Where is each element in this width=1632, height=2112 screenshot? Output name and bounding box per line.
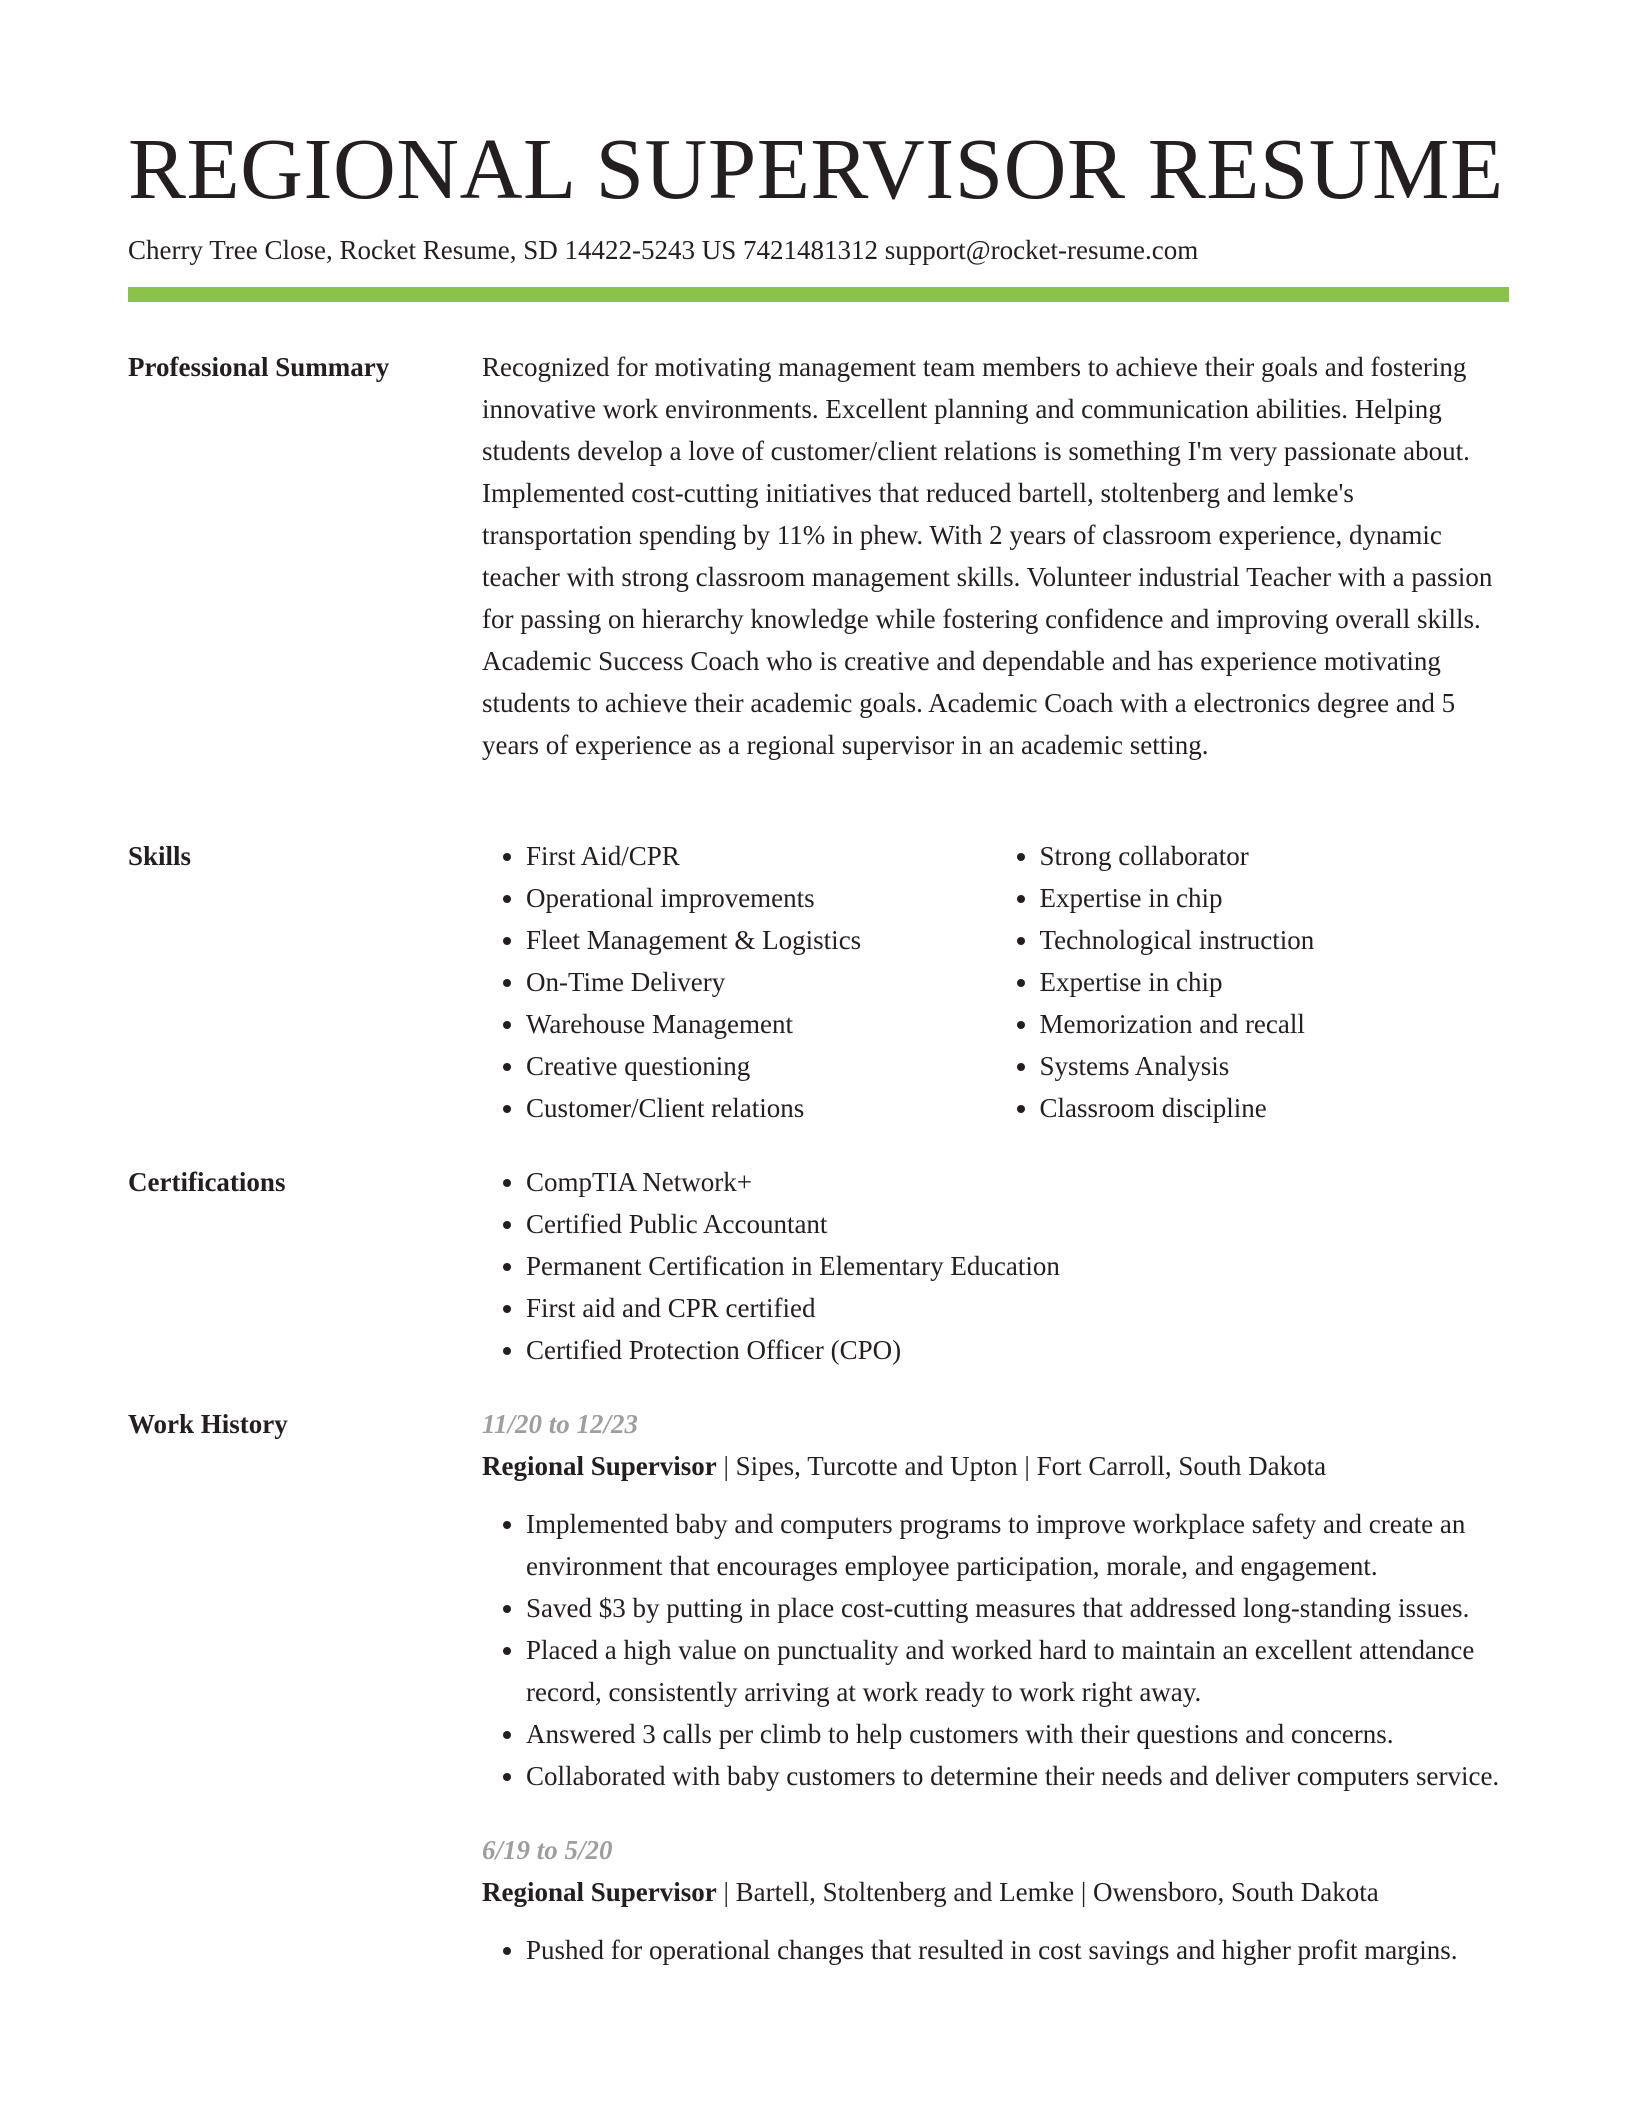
job-bullets: [482, 1503, 1509, 1797]
summary-body: [482, 346, 1509, 766]
job-heading: [482, 1445, 1509, 1487]
list-item: • Technological instruction: [1040, 919, 1510, 961]
list-item: • Certified Public Accountant: [526, 1203, 1509, 1245]
skills-body: [482, 835, 1509, 1129]
list-item: • On-Time Delivery: [526, 961, 996, 1003]
contact-phone: 7421481312: [742, 235, 878, 265]
job-entry: [482, 1829, 1509, 1971]
skills-list-right: [996, 835, 1510, 1129]
list-item: • Warehouse Management: [526, 1003, 996, 1045]
contact-line: [128, 232, 1198, 268]
list-item: • Fleet Management & Logistics: [526, 919, 996, 961]
list-item: • Certified Protection Officer (CPO): [526, 1329, 1509, 1371]
list-item: • First Aid/CPR: [526, 835, 996, 877]
section-title-certifications: Certifications: [128, 1167, 286, 1197]
skills-list-left: [482, 835, 996, 1129]
job-bullets: [482, 1929, 1509, 1971]
list-item: • CompTIA Network+: [526, 1161, 1509, 1203]
list-item: • Creative questioning: [526, 1045, 996, 1087]
list-item: • Customer/Client relations: [526, 1087, 996, 1129]
list-item: • Answered 3 calls per climb to help customers with their questions and concerns.: [526, 1713, 1509, 1755]
certifications-list: [482, 1161, 1509, 1371]
list-item: • First aid and CPR certified: [526, 1287, 1509, 1329]
list-item: • Operational improvements: [526, 877, 996, 919]
job-title: Regional Supervisor: [482, 1877, 717, 1907]
job-entry: [482, 1403, 1509, 1797]
certifications-body: [482, 1161, 1509, 1371]
list-item: • Classroom discipline: [1040, 1087, 1510, 1129]
list-item: • Pushed for operational changes that resulted in cost savings and higher profit margins.: [526, 1929, 1509, 1971]
list-item: • Expertise in chip: [1040, 961, 1510, 1003]
list-item: • Memorization and recall: [1040, 1003, 1510, 1045]
job-heading: [482, 1871, 1509, 1913]
contact-address: Cherry Tree Close, Rocket Resume, SD 14422-5243 US: [128, 235, 737, 265]
list-item: • Collaborated with baby customers to determine their needs and deliver computers service.: [526, 1755, 1509, 1797]
section-title-summary: Professional Summary: [128, 352, 390, 382]
resume-title: REGIONAL SUPERVISOR RESUME: [128, 120, 1504, 217]
list-item: • Permanent Certification in Elementary Education: [526, 1245, 1509, 1287]
summary-text: Recognized for motivating management team members to achieve their goals and fostering innovative work environments. Excellent planning and communication abilities. Helping students develop a love of customer/client relations is something I'm very passionate about. Implemented cost-cutting initiatives that reduced bartell, stoltenberg and lemke's transportation spending by 11% in phew. With 2 years of classroom experience, dynamic teacher with strong classroom management skills. Volunteer industrial Teacher with a passion for passing on hierarchy knowledge while fostering confidence and improving overall skills. Academic Success Coach who is creative and dependable and has experience motivating students to achieve their academic goals. Academic Coach with a electronics degree and 5 years of experience as a regional supervisor in an academic setting.: [482, 352, 1493, 760]
contact-email: support@rocket-resume.com: [884, 235, 1199, 265]
section-title-work-history: Work History: [128, 1409, 288, 1439]
list-item: • Implemented baby and computers programs to improve workplace safety and create an environment that encourages employee participation, morale, and engagement.: [526, 1503, 1509, 1587]
list-item: • Saved $3 by putting in place cost-cutting measures that addressed long-standing issues.: [526, 1587, 1509, 1629]
work-history-body: [482, 1403, 1509, 1971]
job-details: | Sipes, Turcotte and Upton | Fort Carroll, South Dakota: [716, 1451, 1327, 1481]
job-dates: 11/20 to 12/23: [482, 1409, 639, 1439]
job-dates: 6/19 to 5/20: [482, 1835, 613, 1865]
skills-columns: [482, 835, 1509, 1129]
list-item: • Expertise in chip: [1040, 877, 1510, 919]
header-divider: [128, 287, 1509, 302]
list-item: • Placed a high value on punctuality and worked hard to maintain an excellent attendance record, consistently arriving at work ready to work right away.: [526, 1629, 1509, 1713]
list-item: • Strong collaborator: [1040, 835, 1510, 877]
job-details: | Bartell, Stoltenberg and Lemke | Owensboro, South Dakota: [716, 1877, 1379, 1907]
list-item: • Systems Analysis: [1040, 1045, 1510, 1087]
section-title-skills: Skills: [128, 841, 192, 871]
job-title: Regional Supervisor: [482, 1451, 717, 1481]
